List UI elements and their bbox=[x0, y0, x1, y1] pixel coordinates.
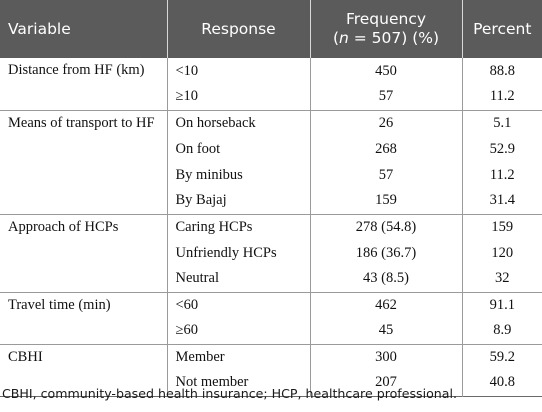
cell-response: By minibus bbox=[167, 162, 310, 188]
cell-percent: 52.9 bbox=[489, 140, 515, 157]
cell-response: ≥10 bbox=[167, 84, 310, 110]
cell-percent: 31.4 bbox=[489, 192, 515, 209]
cell-frequency: 159 bbox=[310, 188, 462, 214]
table-row bbox=[0, 58, 542, 84]
table-row bbox=[0, 214, 542, 240]
table-row bbox=[0, 292, 542, 318]
cell-frequency: 207 bbox=[310, 370, 462, 396]
table-footnote: CBHI, community-based health insurance; HCP, healthcare professional. bbox=[2, 386, 458, 401]
table-row bbox=[0, 344, 542, 370]
cell-frequency: 278 (54.8) bbox=[310, 214, 462, 240]
header-frequency bbox=[310, 0, 462, 58]
header-frequency-open: ( bbox=[332, 29, 339, 47]
header-frequency-label: Frequency bbox=[345, 10, 427, 28]
table-row bbox=[0, 110, 542, 136]
cell-frequency: 43 (8.5) bbox=[310, 266, 462, 292]
cell-frequency: 268 bbox=[310, 136, 462, 162]
header-response: Response bbox=[167, 0, 310, 58]
cell-percent: 88.8 bbox=[489, 62, 515, 79]
cell-frequency: 450 bbox=[310, 58, 462, 84]
cell-response: By Bajaj bbox=[167, 188, 310, 214]
cell-response: On horseback bbox=[167, 110, 310, 136]
cell-percent: 120 bbox=[491, 244, 514, 261]
cell-variable: CBHI bbox=[0, 344, 167, 396]
cell-response: Neutral bbox=[167, 266, 310, 292]
cell-percent: 159 bbox=[462, 214, 542, 240]
cell-percent: 91.1 bbox=[462, 292, 542, 318]
cell-percent: 59.2 bbox=[462, 344, 542, 370]
cell-response: Caring HCPs bbox=[167, 214, 310, 240]
cell-percent: 32 bbox=[495, 270, 510, 287]
cell-percent: 5.1 bbox=[462, 110, 542, 136]
cell-percent: 11.2 bbox=[489, 88, 515, 105]
cell-percent: 8.9 bbox=[493, 322, 512, 339]
cell-response: ≥60 bbox=[167, 318, 310, 344]
cell-response: Unfriendly HCPs bbox=[167, 240, 310, 266]
table-header bbox=[0, 0, 542, 58]
cell-percent: 40.8 bbox=[489, 374, 515, 391]
cell-response: Not member bbox=[167, 370, 310, 396]
header-row bbox=[0, 0, 542, 58]
cell-percent: 11.2 bbox=[489, 166, 515, 183]
cell-frequency: 300 bbox=[310, 344, 462, 370]
cell-variable: Approach of HCPs bbox=[0, 214, 167, 292]
cell-response: Member bbox=[167, 344, 310, 370]
cell-response: <60 bbox=[167, 292, 310, 318]
cell-response: On foot bbox=[167, 136, 310, 162]
cell-frequency: 462 bbox=[310, 292, 462, 318]
cell-frequency: 57 bbox=[310, 84, 462, 110]
cell-frequency: 45 bbox=[310, 318, 462, 344]
cell-frequency: 57 bbox=[310, 162, 462, 188]
cell-variable: Travel time (min) bbox=[0, 292, 167, 344]
table-body bbox=[0, 58, 542, 396]
cell-frequency: 186 (36.7) bbox=[310, 240, 462, 266]
cell-frequency: 26 bbox=[310, 110, 462, 136]
cell-response: <10 bbox=[167, 58, 310, 84]
cell-variable: Distance from HF (km) bbox=[0, 58, 167, 110]
cell-variable: Means of transport to HF bbox=[0, 110, 167, 214]
header-variable: Variable bbox=[0, 0, 167, 58]
header-frequency-n: n bbox=[339, 29, 349, 47]
header-percent: Percent bbox=[462, 0, 542, 58]
header-frequency-sample: = 507) (%) bbox=[348, 29, 440, 47]
